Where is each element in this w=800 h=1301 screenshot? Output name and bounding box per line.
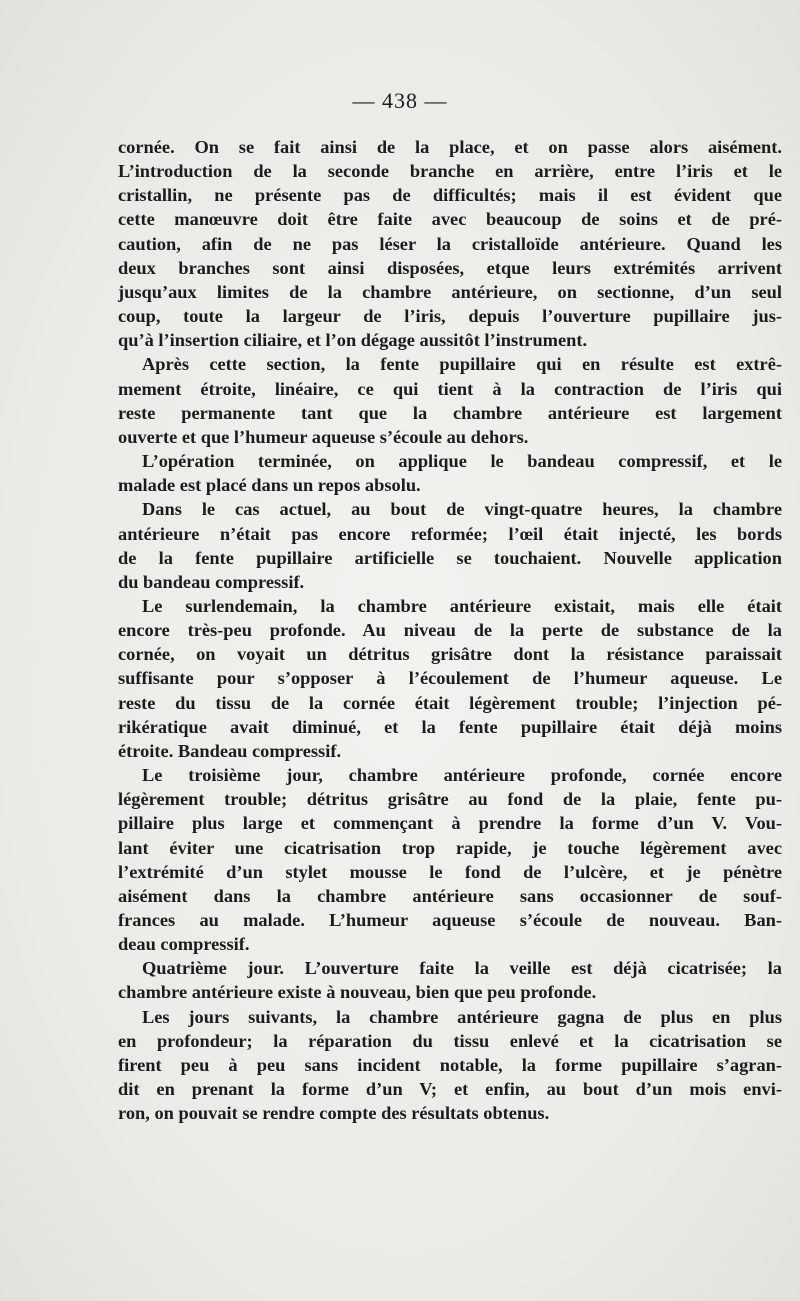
text-line: étroite. Bandeau compressif.	[118, 740, 342, 761]
text-line: deau compressif.	[118, 934, 250, 955]
paragraph	[118, 352, 782, 449]
text-line: mement étroite, linéaire, ce qui tient à la contraction de l’iris qui	[118, 378, 782, 399]
text-line: cristallin, ne présente pas de difficultés; mais il est évident que	[118, 185, 782, 206]
paragraph	[118, 1005, 782, 1126]
text-line: qu’à l’insertion ciliaire, et l’on dégage aussitôt l’instrument.	[118, 330, 588, 351]
text-line: du bandeau compressif.	[118, 571, 305, 592]
text-line: Dans le cas actuel, au bout de vingt-quatre heures, la chambre	[142, 499, 782, 520]
text-line: coup, toute la largeur de l’iris, depuis l’ouverture pupillaire jus-	[118, 306, 782, 327]
paragraph	[118, 135, 782, 352]
text-line: ron, on pouvait se rendre compte des résultats obtenus.	[118, 1103, 550, 1124]
text-line: cornée. On se fait ainsi de la place, et on passe alors aisément.	[118, 137, 782, 157]
page-number: — 438 —	[352, 88, 448, 113]
paragraph	[118, 956, 782, 1004]
text-line: Le surlendemain, la chambre antérieure existait, mais elle était	[142, 595, 782, 616]
body-text	[118, 135, 782, 1125]
text-line: aisément dans la chambre antérieure sans occasionner de souf-	[118, 885, 782, 906]
text-line: cornée, on voyait un détritus grisâtre dont la résistance paraissait	[118, 644, 782, 665]
text-line: Quatrième jour. L’ouverture faite la veille est déjà cicatrisée; la	[142, 958, 782, 979]
text-line: caution, afin de ne pas léser la cristalloïde antérieure. Quand les	[118, 233, 782, 254]
text-line: de la fente pupillaire artificielle se touchaient. Nouvelle application	[118, 547, 782, 568]
text-line: L’introduction de la seconde branche en arrière, entre l’iris et le	[118, 161, 782, 182]
text-line: antérieure n’était pas encore reformée; l’œil était injecté, les bords	[118, 523, 782, 544]
text-line: reste permanente tant que la chambre antérieure est largement	[118, 402, 782, 423]
text-line: cette manœuvre doit être faite avec beaucoup de soins et de pré-	[118, 209, 782, 230]
text-line: deux branches sont ainsi disposées, etque leurs extrémités arrivent	[118, 257, 782, 278]
paragraph	[118, 594, 782, 763]
text-line: encore très-peu profonde. Au niveau de la perte de substance de la	[118, 620, 782, 641]
text-line: frances au malade. L’humeur aqueuse s’écoule de nouveau. Ban-	[118, 910, 782, 930]
text-line: suffisante pour s’opposer à l’écoulement de l’humeur aqueuse. Le	[118, 668, 782, 689]
text-line: lant éviter une cicatrisation trop rapide, je touche légèrement avec	[118, 837, 782, 858]
text-line: jusqu’aux limites de la chambre antérieure, on sectionne, d’un seul	[118, 281, 782, 302]
text-line: chambre antérieure existe à nouveau, bien que peu profonde.	[118, 982, 597, 1003]
text-line: malade est placé dans un repos absolu.	[118, 475, 421, 496]
text-line: rikératique avait diminué, et la fente pupillaire était déjà moins	[118, 716, 782, 737]
text-line: en profondeur; la réparation du tissu enlevé et la cicatrisation se	[118, 1030, 782, 1051]
paragraph	[118, 497, 782, 594]
paragraph	[118, 449, 782, 497]
paragraph	[118, 763, 782, 956]
text-line: Le troisième jour, chambre antérieure profonde, cornée encore	[142, 765, 782, 786]
text-line: reste du tissu de la cornée était légèrement trouble; l’injection pé-	[118, 692, 782, 713]
text-line: Après cette section, la fente pupillaire qui en résulte est extrê-	[142, 354, 782, 375]
text-line: pillaire plus large et commençant à prendre la forme d’un V. Vou-	[118, 813, 782, 834]
text-line: firent peu à peu sans incident notable, la forme pupillaire s’agran-	[118, 1054, 782, 1075]
text-line: légèrement trouble; détritus grisâtre au fond de la plaie, fente pu-	[118, 789, 782, 810]
text-line: Les jours suivants, la chambre antérieure gagna de plus en plus	[142, 1006, 782, 1027]
text-line: ouverte et que l’humeur aqueuse s’écoule au dehors.	[118, 426, 529, 447]
text-line: dit en prenant la forme d’un V; et enfin, au bout d’un mois envi-	[118, 1079, 782, 1100]
text-line: L’opération terminée, on applique le bandeau compressif, et le	[142, 451, 782, 472]
text-line: l’extrémité d’un stylet mousse le fond de l’ulcère, et je pénètre	[118, 861, 782, 882]
